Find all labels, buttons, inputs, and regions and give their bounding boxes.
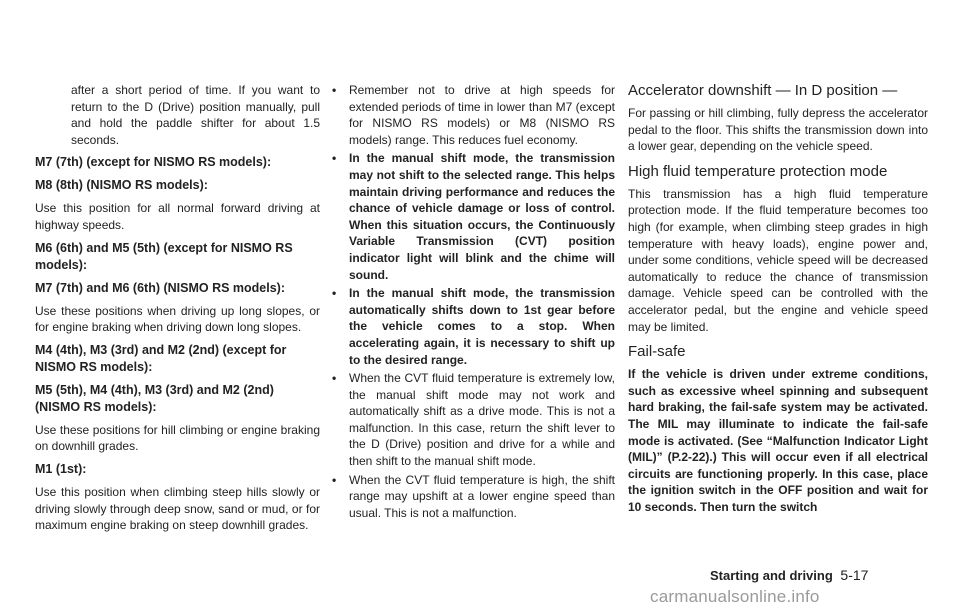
list-item: • In the manual shift mode, the transmission automatically shifts down to 1st gear before the vehicle comes to a stop. When accelerating again, it is necessary to shift up to the desired range.	[332, 285, 615, 368]
heading-high-fluid-temperature: High fluid temperature protection mode	[628, 162, 888, 180]
subheading-m6-m5: M6 (6th) and M5 (5th) (except for NISMO RS models):	[35, 240, 293, 272]
list-item: • When the CVT fluid temperature is extremely low, the manual shift mode may not work and automatically shift as a drive mode. This is not a malfunction. In this case, return the shift lever to the D (Drive) position and drive for a while and then shift to the manual shift mode.	[332, 370, 615, 470]
subheading-m7: M7 (7th) (except for NISMO RS models):	[35, 155, 272, 170]
subheading-m7-m6: M7 (7th) and M6 (6th) (NISMO RS models):	[35, 280, 285, 295]
list-item: • Remember not to drive at high speeds for extended periods of time in lower than M7 (except for NISMO RS models) or M8 (NISMO RS models) range. This reduces fuel economy.	[332, 82, 615, 148]
paragraph-m4-m3-m2: Use these positions for hill climbing or engine braking on downhill grades.	[35, 422, 320, 454]
list-item: • In the manual shift mode, the transmission may not shift to the selected range. This helps maintain driving performance and reduces the chance of vehicle damage or loss of control. When this situation occurs, the Continuously Variable Transmission (CVT) position indicator light will blink and the chime will sound.	[332, 150, 615, 283]
left-column	[35, 82, 320, 540]
right-column	[628, 82, 928, 521]
subheading-m4-m3-m2: M4 (4th), M3 (3rd) and M2 (2nd) (except for NISMO RS models):	[35, 342, 287, 374]
subheading-m8: M8 (8th) (NISMO RS models):	[35, 178, 208, 193]
paragraph-high-fluid-temperature: This transmission has a high fluid temperature protection mode. If the fluid temperature becomes too high (for example, when climbing steep grades in high temperature with heavy loads), engine power and, under some conditions, vehicle speed will be decreased automatically to reduce the chance of transmission damage. Vehicle speed can be controlled with the accelerator pedal, but the engine and vehicle speed may be limited.	[628, 186, 928, 334]
paragraph-m1: Use this position when climbing steep hills slowly or driving slowly through deep snow, sand or mud, or for maximum engine braking on steep downhill grades.	[35, 484, 320, 533]
footer-section-title: Starting and driving	[710, 568, 833, 583]
list-item: • When the CVT fluid temperature is high, the shift range may upshift at a lower engine speed than usual. This is not a malfunction.	[332, 472, 615, 522]
heading-fail-safe: Fail-safe	[628, 343, 686, 361]
intro-paragraph: after a short period of time. If you want to return to the D (Drive) position manually, pull and hold the paddle shifter for about 1.5 seconds.	[71, 83, 320, 147]
page-number: 5-17	[840, 567, 869, 583]
subheading-m1: M1 (1st):	[35, 461, 87, 476]
bullet-list	[332, 82, 615, 521]
paragraph-m7-m8: Use this position for all normal forward driving at highway speeds.	[35, 201, 320, 232]
paragraph-accelerator-downshift: For passing or hill climbing, fully depress the accelerator pedal to the floor. This shifts the transmission down into a lower gear, depending on the vehicle speed.	[628, 106, 928, 154]
heading-accelerator-downshift: Accelerator downshift — In D position —	[628, 82, 898, 99]
page-footer	[710, 567, 868, 583]
middle-column	[332, 82, 615, 523]
paragraph-m6-m5: Use these positions when driving up long slopes, or for engine braking when driving down long slopes.	[35, 303, 320, 335]
paragraph-fail-safe: If the vehicle is driven under extreme conditions, such as excessive wheel spinning and subsequent hard braking, the fail-safe system may be activated. The MIL may illuminate to indicate the fail-safe mode is activated. (See “Malfunction Indicator Light (MIL)” (P.2-22).) This will occur even if all electrical circuits are functioning properly. In this case, place the ignition switch in the OFF position and wait for 10 seconds. Then turn the switch	[628, 367, 928, 514]
watermark-text: carmanualsonline.info	[650, 587, 820, 606]
subheading-m5-m4-m3-m2: M5 (5th), M4 (4th), M3 (3rd) and M2 (2nd) (NISMO RS models):	[35, 382, 274, 414]
